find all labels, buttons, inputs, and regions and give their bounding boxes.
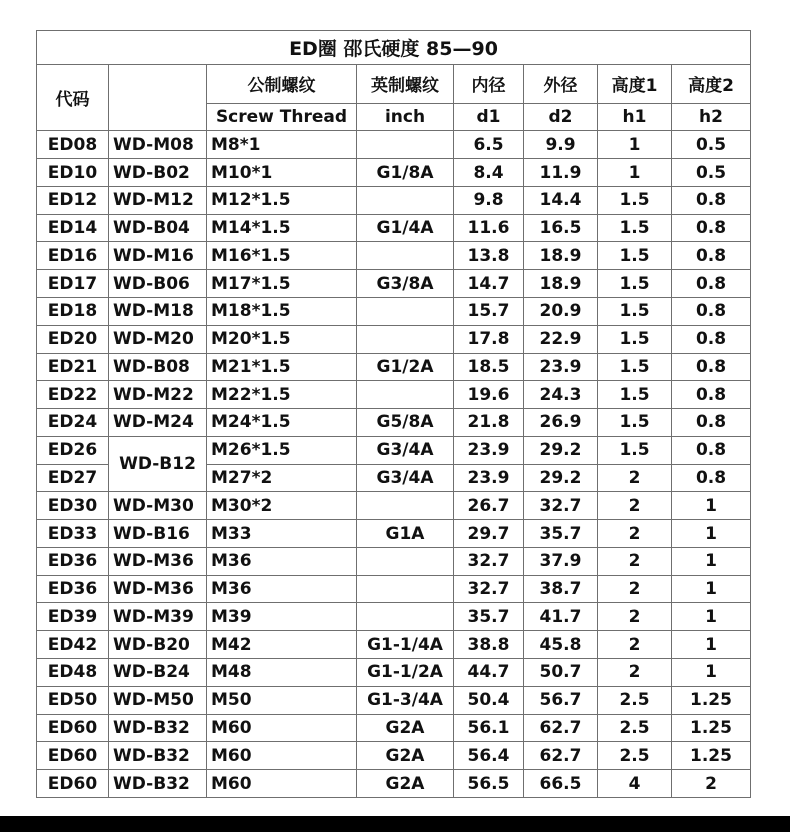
cell-metric-thread: M22*1.5 [207, 381, 357, 409]
cell-h1: 2 [598, 464, 672, 492]
cell-wd-code: WD-M12 [109, 186, 207, 214]
cell-wd-code: WD-B24 [109, 658, 207, 686]
cell-d1: 44.7 [454, 658, 524, 686]
cell-h2: 1 [672, 547, 751, 575]
table-title-cell [37, 31, 751, 65]
cell-metric-thread: M33 [207, 520, 357, 548]
cell-metric-thread: M20*1.5 [207, 325, 357, 353]
cell-h1: 1.5 [598, 270, 672, 298]
cell-d1: 17.8 [454, 325, 524, 353]
cell-inch-thread [357, 298, 454, 326]
cell-inch-thread: G1-1/4A [357, 631, 454, 659]
cell-h2: 1.25 [672, 714, 751, 742]
cell-ed-code: ED60 [37, 770, 109, 798]
cell-metric-thread: M12*1.5 [207, 186, 357, 214]
cell-d1: 56.4 [454, 742, 524, 770]
cell-ed-code: ED39 [37, 603, 109, 631]
cell-d1: 35.7 [454, 603, 524, 631]
table-row [37, 270, 751, 298]
cell-d1: 15.7 [454, 298, 524, 326]
cell-inch-thread: G1A [357, 520, 454, 548]
cell-h2: 0.5 [672, 131, 751, 159]
cell-h1: 2 [598, 492, 672, 520]
cell-ed-code: ED14 [37, 214, 109, 242]
cell-h1: 1 [598, 131, 672, 159]
cell-metric-thread: M14*1.5 [207, 214, 357, 242]
cell-inch-thread: G2A [357, 714, 454, 742]
bottom-border-bar [0, 816, 790, 832]
cell-ed-code: ED17 [37, 270, 109, 298]
cell-ed-code: ED36 [37, 575, 109, 603]
cell-d1: 19.6 [454, 381, 524, 409]
cell-inch-thread [357, 492, 454, 520]
cell-d1: 9.8 [454, 186, 524, 214]
cell-inch-thread [357, 603, 454, 631]
cell-metric-thread: M50 [207, 686, 357, 714]
table-row [37, 603, 751, 631]
cell-ed-code: ED42 [37, 631, 109, 659]
table-row [37, 492, 751, 520]
cell-h1: 2 [598, 631, 672, 659]
cell-h1: 1.5 [598, 353, 672, 381]
cell-h1: 2.5 [598, 742, 672, 770]
cell-metric-thread: M30*2 [207, 492, 357, 520]
cell-wd-code: WD-M22 [109, 381, 207, 409]
cell-d1: 56.5 [454, 770, 524, 798]
cell-h1: 2 [598, 658, 672, 686]
cell-metric-thread: M48 [207, 658, 357, 686]
cell-inch-thread [357, 186, 454, 214]
cell-d2: 62.7 [524, 742, 598, 770]
cell-ed-code: ED21 [37, 353, 109, 381]
header-blank [109, 64, 207, 131]
table-row [37, 714, 751, 742]
table-row [37, 214, 751, 242]
cell-h1: 1.5 [598, 436, 672, 464]
cell-h2: 0.8 [672, 298, 751, 326]
cell-h2: 1 [672, 658, 751, 686]
cell-ed-code: ED48 [37, 658, 109, 686]
cell-wd-code: WD-B04 [109, 214, 207, 242]
cell-d2: 45.8 [524, 631, 598, 659]
cell-metric-thread: M36 [207, 547, 357, 575]
cell-d2: 56.7 [524, 686, 598, 714]
cell-d2: 14.4 [524, 186, 598, 214]
cell-h2: 0.5 [672, 159, 751, 187]
subheader-height1: h1 [598, 103, 672, 131]
cell-d1: 50.4 [454, 686, 524, 714]
cell-d2: 9.9 [524, 131, 598, 159]
cell-ed-code: ED10 [37, 159, 109, 187]
cell-h2: 2 [672, 770, 751, 798]
cell-h2: 1 [672, 492, 751, 520]
cell-h2: 1 [672, 520, 751, 548]
subheader-imperial: inch [357, 103, 454, 131]
cell-ed-code: ED60 [37, 742, 109, 770]
table-row [37, 742, 751, 770]
cell-d1: 38.8 [454, 631, 524, 659]
cell-inch-thread: G1-3/4A [357, 686, 454, 714]
cell-ed-code: ED36 [37, 547, 109, 575]
cell-wd-code: WD-B08 [109, 353, 207, 381]
subheader-outer: d2 [524, 103, 598, 131]
cell-ed-code: ED22 [37, 381, 109, 409]
cell-d2: 24.3 [524, 381, 598, 409]
cell-h2: 1 [672, 603, 751, 631]
cell-d2: 11.9 [524, 159, 598, 187]
cell-d1: 26.7 [454, 492, 524, 520]
cell-inch-thread [357, 131, 454, 159]
table-row [37, 686, 751, 714]
cell-d2: 41.7 [524, 603, 598, 631]
cell-inch-thread [357, 575, 454, 603]
cell-ed-code: ED18 [37, 298, 109, 326]
cell-wd-code: WD-M30 [109, 492, 207, 520]
cell-d1: 32.7 [454, 575, 524, 603]
cell-h2: 0.8 [672, 464, 751, 492]
cell-h1: 2 [598, 575, 672, 603]
cell-h2: 0.8 [672, 270, 751, 298]
cell-d2: 35.7 [524, 520, 598, 548]
cell-d1: 23.9 [454, 464, 524, 492]
table-row [37, 325, 751, 353]
cell-inch-thread: G3/8A [357, 270, 454, 298]
cell-wd-code: WD-M36 [109, 575, 207, 603]
cell-wd-code: WD-M39 [109, 603, 207, 631]
cell-d1: 21.8 [454, 409, 524, 437]
cell-metric-thread: M27*2 [207, 464, 357, 492]
cell-h2: 0.8 [672, 242, 751, 270]
table-row [37, 186, 751, 214]
cell-inch-thread: G1-1/2A [357, 658, 454, 686]
table-row [37, 381, 751, 409]
cell-ed-code: ED33 [37, 520, 109, 548]
cell-metric-thread: M10*1 [207, 159, 357, 187]
cell-inch-thread [357, 325, 454, 353]
cell-d1: 18.5 [454, 353, 524, 381]
cell-d2: 29.2 [524, 436, 598, 464]
cell-wd-code: WD-B32 [109, 714, 207, 742]
cell-h1: 1.5 [598, 214, 672, 242]
cell-inch-thread: G1/8A [357, 159, 454, 187]
cell-h1: 1.5 [598, 242, 672, 270]
cell-d1: 32.7 [454, 547, 524, 575]
table-row [37, 159, 751, 187]
table-row [37, 631, 751, 659]
cell-ed-code: ED12 [37, 186, 109, 214]
cell-d2: 16.5 [524, 214, 598, 242]
cell-wd-code: WD-B20 [109, 631, 207, 659]
table-title: ED圈 邵氏硬度 85—90 [289, 37, 498, 60]
header-metric: 公制螺纹 [207, 64, 357, 103]
cell-ed-code: ED24 [37, 409, 109, 437]
cell-inch-thread: G1/4A [357, 214, 454, 242]
cell-metric-thread: M26*1.5 [207, 436, 357, 464]
cell-metric-thread: M60 [207, 770, 357, 798]
cell-wd-code: WD-M36 [109, 547, 207, 575]
cell-metric-thread: M24*1.5 [207, 409, 357, 437]
cell-d2: 26.9 [524, 409, 598, 437]
cell-wd-code: WD-M20 [109, 325, 207, 353]
cell-d1: 23.9 [454, 436, 524, 464]
header-outer: 外径 [524, 64, 598, 103]
cell-h2: 0.8 [672, 325, 751, 353]
cell-d2: 22.9 [524, 325, 598, 353]
cell-d2: 38.7 [524, 575, 598, 603]
header-inner: 内径 [454, 64, 524, 103]
cell-wd-code: WD-B16 [109, 520, 207, 548]
table-row [37, 242, 751, 270]
table-row [37, 131, 751, 159]
table-row [37, 658, 751, 686]
cell-inch-thread: G3/4A [357, 464, 454, 492]
cell-inch-thread: G3/4A [357, 436, 454, 464]
table-title-row [37, 31, 751, 65]
cell-metric-thread: M42 [207, 631, 357, 659]
cell-d1: 8.4 [454, 159, 524, 187]
cell-d2: 20.9 [524, 298, 598, 326]
table-row [37, 547, 751, 575]
cell-d2: 66.5 [524, 770, 598, 798]
table-row [37, 436, 751, 464]
cell-h1: 2.5 [598, 686, 672, 714]
cell-inch-thread [357, 547, 454, 575]
cell-ed-code: ED60 [37, 714, 109, 742]
cell-h2: 1.25 [672, 742, 751, 770]
cell-ed-code: ED26 [37, 436, 109, 464]
cell-h2: 0.8 [672, 353, 751, 381]
cell-metric-thread: M60 [207, 714, 357, 742]
cell-h1: 1.5 [598, 409, 672, 437]
cell-ed-code: ED27 [37, 464, 109, 492]
cell-metric-thread: M21*1.5 [207, 353, 357, 381]
header-row [37, 64, 751, 103]
cell-wd-code: WD-B32 [109, 742, 207, 770]
cell-d2: 29.2 [524, 464, 598, 492]
cell-metric-thread: M8*1 [207, 131, 357, 159]
cell-inch-thread: G1/2A [357, 353, 454, 381]
cell-ed-code: ED30 [37, 492, 109, 520]
cell-wd-code: WD-M24 [109, 409, 207, 437]
cell-wd-code: WD-M08 [109, 131, 207, 159]
cell-d2: 32.7 [524, 492, 598, 520]
header-imperial: 英制螺纹 [357, 64, 454, 103]
cell-d2: 37.9 [524, 547, 598, 575]
cell-h1: 2 [598, 603, 672, 631]
header-height1: 高度1 [598, 64, 672, 103]
cell-ed-code: ED50 [37, 686, 109, 714]
cell-d2: 18.9 [524, 270, 598, 298]
cell-h1: 1.5 [598, 381, 672, 409]
cell-h1: 2 [598, 547, 672, 575]
cell-h2: 1.25 [672, 686, 751, 714]
cell-h2: 1 [672, 575, 751, 603]
table-row [37, 575, 751, 603]
cell-h2: 0.8 [672, 436, 751, 464]
cell-wd-code: WD-M18 [109, 298, 207, 326]
cell-h1: 1 [598, 159, 672, 187]
cell-wd-code: WD-M16 [109, 242, 207, 270]
cell-metric-thread: M36 [207, 575, 357, 603]
subheader-inner: d1 [454, 103, 524, 131]
cell-d2: 23.9 [524, 353, 598, 381]
table-row [37, 353, 751, 381]
cell-h1: 2 [598, 520, 672, 548]
spec-table-sheet [36, 30, 750, 798]
table-row [37, 770, 751, 798]
cell-h1: 1.5 [598, 325, 672, 353]
cell-h2: 0.8 [672, 186, 751, 214]
cell-h2: 0.8 [672, 409, 751, 437]
cell-h2: 1 [672, 631, 751, 659]
cell-d1: 14.7 [454, 270, 524, 298]
header-height2: 高度2 [672, 64, 751, 103]
table-row [37, 520, 751, 548]
table-row [37, 298, 751, 326]
cell-h2: 0.8 [672, 214, 751, 242]
cell-metric-thread: M39 [207, 603, 357, 631]
cell-wd-code: WD-B32 [109, 770, 207, 798]
cell-ed-code: ED20 [37, 325, 109, 353]
cell-ed-code: ED16 [37, 242, 109, 270]
cell-wd-code: WD-B02 [109, 159, 207, 187]
ed-seal-spec-table [36, 30, 751, 798]
cell-h1: 1.5 [598, 298, 672, 326]
cell-d2: 18.9 [524, 242, 598, 270]
cell-d2: 50.7 [524, 658, 598, 686]
cell-inch-thread: G2A [357, 742, 454, 770]
cell-h2: 0.8 [672, 381, 751, 409]
cell-inch-thread [357, 242, 454, 270]
cell-wd-code: WD-M50 [109, 686, 207, 714]
cell-h1: 2.5 [598, 714, 672, 742]
cell-metric-thread: M60 [207, 742, 357, 770]
cell-h1: 4 [598, 770, 672, 798]
cell-inch-thread [357, 381, 454, 409]
cell-wd-code: WD-B06 [109, 270, 207, 298]
cell-d1: 56.1 [454, 714, 524, 742]
table-row [37, 409, 751, 437]
cell-metric-thread: M18*1.5 [207, 298, 357, 326]
cell-metric-thread: M16*1.5 [207, 242, 357, 270]
cell-d1: 13.8 [454, 242, 524, 270]
subheader-height2: h2 [672, 103, 751, 131]
cell-d1: 11.6 [454, 214, 524, 242]
cell-wd-code: WD-B12 [109, 436, 207, 492]
cell-d2: 62.7 [524, 714, 598, 742]
cell-d1: 29.7 [454, 520, 524, 548]
cell-ed-code: ED08 [37, 131, 109, 159]
cell-d1: 6.5 [454, 131, 524, 159]
header-code: 代码 [37, 64, 109, 131]
cell-h1: 1.5 [598, 186, 672, 214]
subheader-metric: Screw Thread [207, 103, 357, 131]
cell-inch-thread: G5/8A [357, 409, 454, 437]
cell-inch-thread: G2A [357, 770, 454, 798]
cell-metric-thread: M17*1.5 [207, 270, 357, 298]
